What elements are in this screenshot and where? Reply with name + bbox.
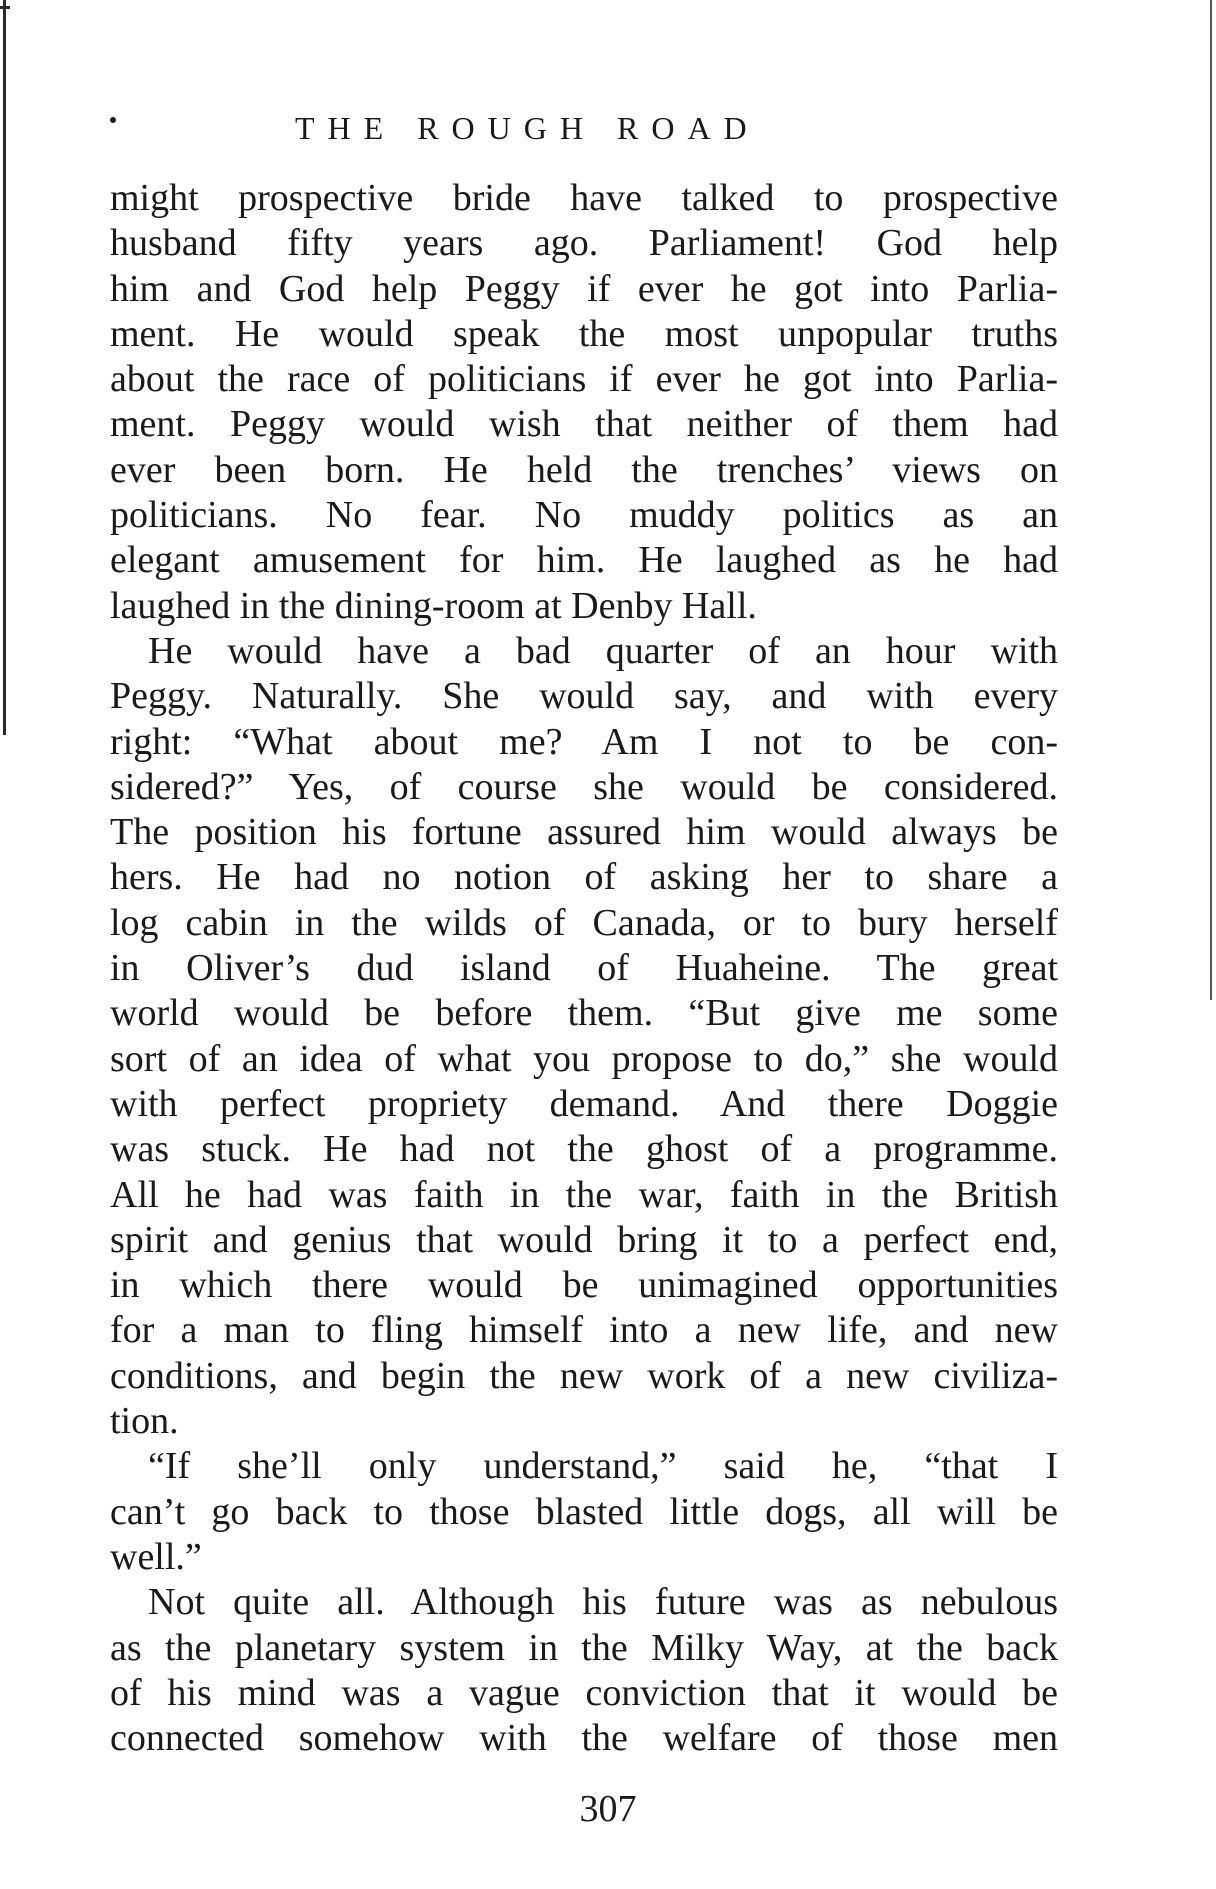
text-line: sort of an idea of what you propose to do,” she would	[110, 1037, 1058, 1080]
text-line: hers. He had no notion of asking her to share a	[110, 856, 1058, 899]
text-line: was stuck. He had not the ghost of a programme.	[110, 1128, 1058, 1171]
text-line: can’t go back to those blasted little dogs, all will be	[110, 1490, 1058, 1533]
text-line: tion.	[110, 1400, 179, 1443]
text-line: connected somehow with the welfare of those men	[110, 1717, 1058, 1760]
text-line: right: “What about me? Am I not to be con-	[110, 720, 1058, 763]
running-head: THE ROUGH ROAD	[295, 110, 760, 146]
text-line: well.”	[110, 1535, 202, 1578]
text-line: might prospective bride have talked to prospective	[110, 177, 1058, 219]
text-line: about the race of politicians if ever he got into Parlia-	[110, 358, 1058, 401]
text-line: elegant amusement for him. He laughed as he had	[110, 539, 1058, 582]
text-line: ment. Peggy would wish that neither of them had	[110, 403, 1058, 446]
text-line: sidered?” Yes, of course she would be considered.	[110, 765, 1058, 808]
text-line: The position his fortune assured him would always be	[110, 811, 1058, 854]
page-edge-tick	[0, 6, 10, 9]
text-line: He would have a bad quarter of an hour with	[148, 629, 1058, 672]
text-line: with perfect propriety demand. And there Doggie	[110, 1082, 1058, 1125]
text-line: spirit and genius that would bring it to a perfect end,	[110, 1218, 1058, 1261]
page-edge-rule	[3, 0, 6, 735]
text-line: “If she’ll only understand,” said he, “that I	[148, 1445, 1058, 1488]
header-bullet-icon	[110, 117, 116, 123]
text-line: world would be before them. “But give me some	[110, 992, 1058, 1035]
text-line: laughed in the dining-room at Denby Hall.	[110, 584, 757, 627]
text-line: in which there would be unimagined opportunities	[110, 1264, 1058, 1307]
text-line: Peggy. Naturally. She would say, and with every	[110, 675, 1058, 718]
text-line: of his mind was a vague conviction that it would be	[110, 1671, 1058, 1714]
text-line: ever been born. He held the trenches’ views on	[110, 448, 1058, 491]
text-line: politicians. No fear. No muddy politics as an	[110, 494, 1058, 537]
body-text	[110, 176, 1058, 1761]
text-line: as the planetary system in the Milky Way, at the back	[110, 1626, 1058, 1669]
text-line: Not quite all. Although his future was as nebulous	[148, 1581, 1058, 1624]
page-number: 307	[579, 1788, 637, 1830]
text-line: him and God help Peggy if ever he got into Parlia-	[110, 267, 1058, 310]
text-line: All he had was faith in the war, faith in the British	[110, 1173, 1058, 1216]
text-line: husband fifty years ago. Parliament! God help	[110, 222, 1058, 265]
text-line: in Oliver’s dud island of Huaheine. The great	[110, 947, 1058, 990]
page-gutter-rule	[1210, 0, 1212, 1000]
text-line: ment. He would speak the most unpopular truths	[110, 312, 1058, 355]
text-line: log cabin in the wilds of Canada, or to bury herself	[110, 901, 1058, 944]
text-line: conditions, and begin the new work of a new civiliza-	[110, 1354, 1058, 1397]
text-line: for a man to fling himself into a new life, and new	[110, 1309, 1058, 1352]
